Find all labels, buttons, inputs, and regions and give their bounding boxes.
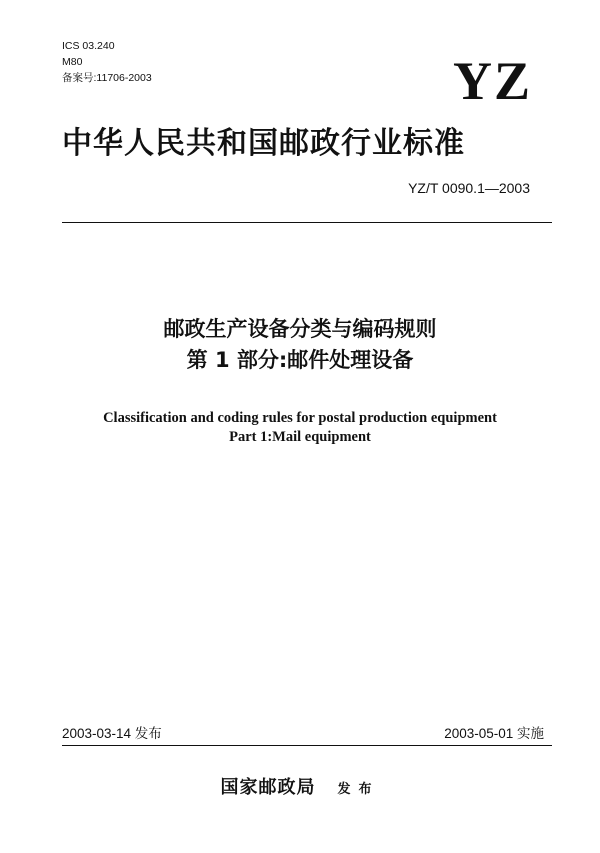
classification-block xyxy=(62,38,152,86)
top-divider xyxy=(62,222,552,223)
standard-title: 中华人民共和国邮政行业标准 xyxy=(62,126,465,161)
yz-logo: YZ xyxy=(452,51,532,111)
publisher-name: 国家邮政局 xyxy=(220,777,316,798)
filing-number: 备案号:11706-2003 xyxy=(62,72,152,84)
publisher-line xyxy=(0,773,600,799)
standard-number: YZ/T 0090.1—2003 xyxy=(408,180,530,196)
english-title-line-1: Classification and coding rules for postal production equipment xyxy=(103,410,497,426)
issue-date: 2003-03-14 发布 xyxy=(62,726,162,741)
category-code: M80 xyxy=(62,56,83,68)
effective-date: 2003-05-01 实施 xyxy=(444,726,544,741)
english-title-line-2: Part 1:Mail equipment xyxy=(229,429,371,445)
bottom-divider xyxy=(62,745,552,746)
chinese-title-line-2: 第 1 部分:邮件处理设备 xyxy=(186,348,414,372)
chinese-title-line-1: 邮政生产设备分类与编码规则 xyxy=(163,317,437,341)
publish-verb: 发布 xyxy=(337,782,380,797)
ics-code: ICS 03.240 xyxy=(62,40,115,52)
